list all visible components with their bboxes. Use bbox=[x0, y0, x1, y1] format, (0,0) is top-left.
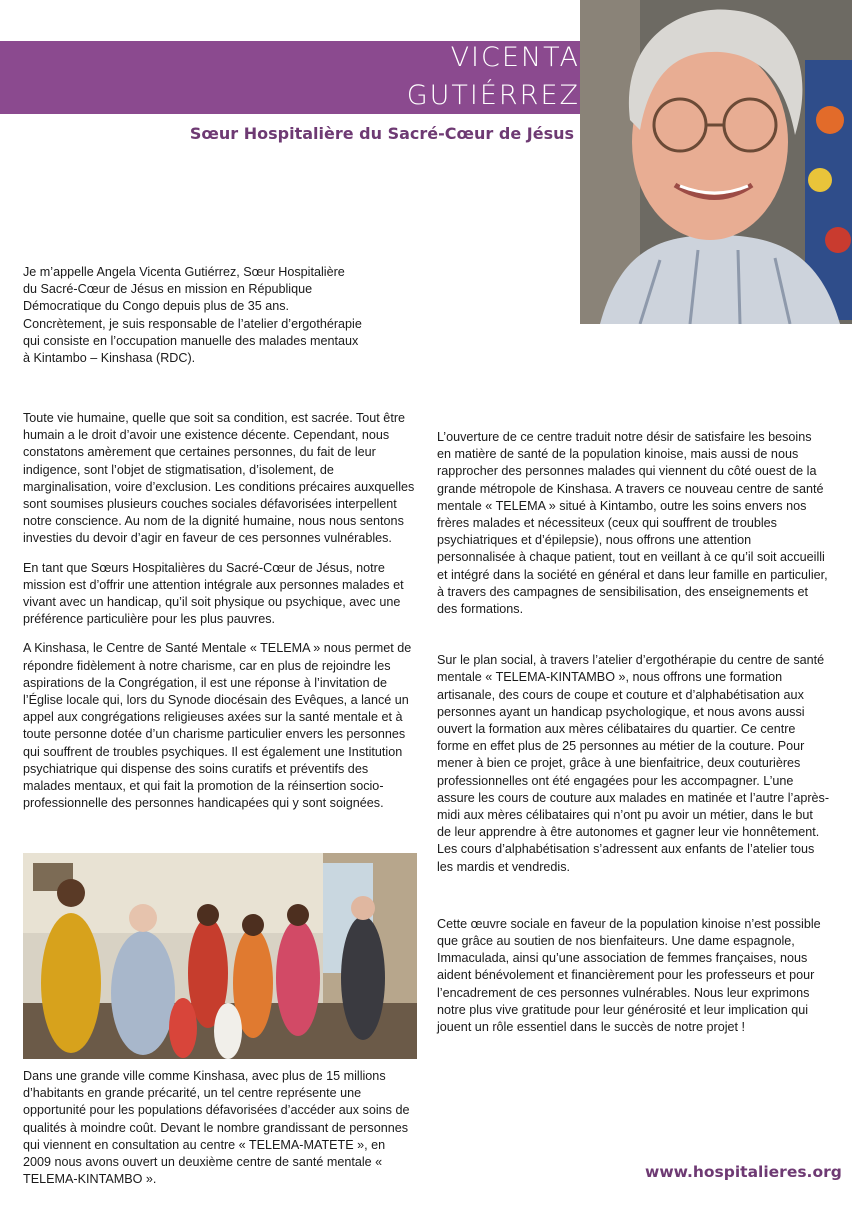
last-name: GUTIÉRREZ bbox=[406, 80, 580, 111]
bottom-left-paragraph bbox=[23, 1068, 415, 1200]
paragraph: A Kinshasa, le Centre de Santé Mentale « TELEMA » nous permet de répondre fidèlement à notre charisme, car en plus de rejoindre les aspirations de la Congrégation, il est une réponse à l’invitation de l’Église locale qui, lors du Synode diocésain des Evêques, a lancé un appel aux congrégations religieuses axées sur la santé mentale et à toute personne dotée d’un charisme particulier envers les personnes qui souffrent de troubles psychiques. Il est également une Institution psychiatrique qui dispense des soins curatifs et préventifs des malades mentaux, et qui fait la promotion de la réinsertion socio-professionnelle des personnes handicapées qui y sont soignées. bbox=[23, 641, 412, 811]
intro-line: à Kintambo – Kinshasa (RDC). bbox=[23, 351, 196, 366]
intro-line: Je m’appelle Angela Vicenta Gutiérrez, Sœur Hospitalière bbox=[23, 265, 345, 279]
paragraph: Toute vie humaine, quelle que soit sa condition, est sacrée. Tout être humain a le droit d’avoir une existence décente. Cependant, nous constatons amèrement que certaines personnes, du fait de leur indigence, sont l’objet de stigmatisation, d’isolement, de marginalisation, voire d’exclusion. Les conditions précaires auxquelles sont soumises plusieurs couches sociales défavorisées interpellent notre conscience. Au nom de la dignité humaine, nous nous sentons investies du devoir d’agir en faveur de ces personnes vulnérables. bbox=[23, 411, 415, 546]
paragraph: Sur le plan social, à travers l’atelier d’ergothérapie du centre de santé mentale « TELEMA-KINTAMBO », nous offrons une formation artisanale, des cours de coupe et couture et d’alphabétisation aux personnes ayant un handicap psychologique, et nous avons aussi ouvert la formation aux mères célibataires du quartier. Ce centre forme en effet plus de 25 personnes au métier de la couture. Pour mener à bien ce projet, grâce à une bienfaitrice, deux couturières professionnelles ont été engagées pour les accompagner. L’une assure les cours de couture aux malades en matinée et l’autre l’après-midi aux mères célibataires qui n’ont pu avoir un métier, dans le but de leur apprendre à être autonomes et gagner leur vie honnêtement. Les cours d’alphabétisation s’adressent aux enfants de l’atelier tous les mardis et vendredis. bbox=[437, 653, 830, 874]
paragraph: L’ouverture de ce centre traduit notre désir de satisfaire les besoins en matière de santé de la population kinoise, mais aussi de nous rapprocher des personnes malades qui viennent du côté ouest de la grande métropole de Kinshasa. A travers ce nouveau centre de santé mentale « TELEMA » situé à Kintambo, outre les soins envers nos frères malades et nécessiteux (ceux qui souffrent de troubles psychiatriques et d’épilepsie), nous offrons une attention personnalisée à chaque patient, tout en veillant à ce qu’il soit accueilli et intégré dans la société en général et dans leur famille en particulier, à travers des campagnes de sensibilisation, des enseignements et des formations. bbox=[437, 430, 828, 617]
website-link[interactable]: www.hospitalieres.org bbox=[645, 1163, 842, 1181]
intro-paragraph bbox=[23, 264, 403, 367]
paragraph: En tant que Sœurs Hospitalières du Sacré-Cœur de Jésus, notre mission est d’offrir une attention intégrale aux personnes malades et vivant avec un handicap, qu’il soit physique ou psychique, avec une préférence particulière pour les plus pauvres. bbox=[23, 560, 404, 627]
group-photo bbox=[23, 853, 417, 1059]
intro-line: qui consiste en l’occupation manuelle des malades mentaux bbox=[23, 333, 359, 348]
first-name: VICENTA bbox=[450, 42, 580, 73]
left-column bbox=[23, 410, 415, 824]
intro-line: du Sacré-Cœur de Jésus en mission en République bbox=[23, 282, 313, 297]
portrait-photo bbox=[580, 0, 852, 324]
paragraph: Cette œuvre sociale en faveur de la population kinoise n’est possible que grâce au soutien de nos bienfaiteurs. Une dame espagnole, Immaculada, ainsi qu’une association de femmes françaises, nous aident bénévolement et financièrement pour les professeurs et pour l’encadrement de ces personnes vulnérables. Nous leur exprimons notre plus vive gratitude pour leur générosité et leur implication qui jouent un rôle essentiel dans le succès de notre projet ! bbox=[437, 916, 821, 1035]
right-column bbox=[437, 429, 829, 1048]
paragraph: Dans une grande ville comme Kinshasa, avec plus de 15 millions d’habitants en grande précarité, un tel centre représente une opportunité pour les populations défavorisées d’accéder aux soins de qualités à moindre coût. Devant le nombre grandissant de personnes qui viennent en consultation au centre « TELEMA-MATETE », en 2009 nous avons ouvert un deuxième centre de santé mentale « TELEMA-KINTAMBO ». bbox=[23, 1069, 410, 1187]
intro-line: Concrètement, je suis responsable de l’atelier d’ergothérapie bbox=[23, 316, 362, 331]
subtitle: Sœur Hospitalière du Sacré-Cœur de Jésus bbox=[189, 124, 574, 143]
intro-line: Démocratique du Congo depuis plus de 35 ans. bbox=[23, 299, 290, 314]
